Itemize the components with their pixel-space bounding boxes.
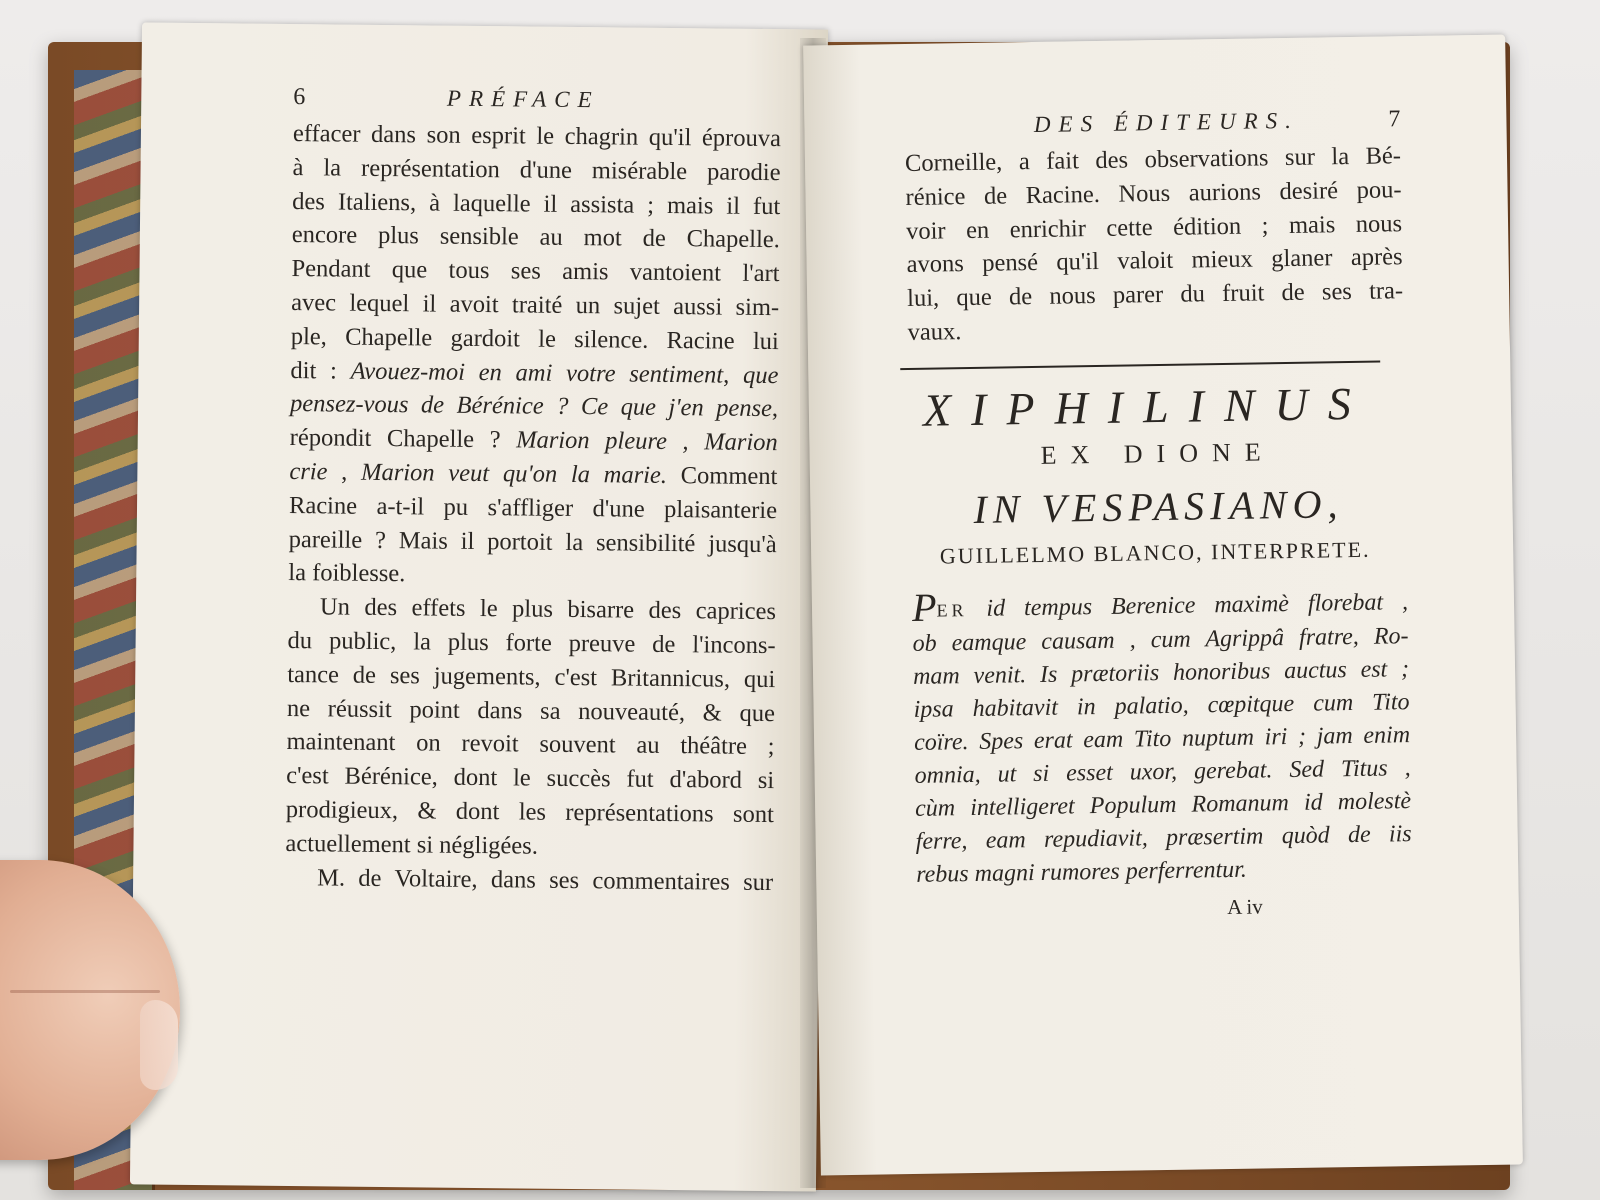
text-run: ,: [771, 395, 779, 423]
text-run: coïre. Spes erat eam Tito nuptum iri ; jam enim: [913, 721, 1411, 756]
right-running-title: DES ÉDITEURS.: [1033, 107, 1300, 137]
text-line: [285, 861, 773, 900]
text-run: Pendant que tous ses amis vantoient l'art: [291, 255, 780, 288]
text-run: ,: [723, 361, 744, 389]
section-title-in: IN VESPASIANO,: [973, 480, 1344, 532]
text-run: mam venit. Is prætoriis honoribus auctus est ;: [912, 655, 1410, 690]
text-run: Un des effets le plus bisarre des caprices: [319, 593, 777, 626]
text-run: rebus magni rumores perferrentur.: [916, 856, 1248, 888]
left-body-text: [285, 117, 781, 899]
right-body-text: [905, 139, 1404, 350]
text-line: [285, 827, 773, 866]
text-line: [293, 117, 781, 156]
italic-run: Marion pleure , Marion: [515, 426, 778, 457]
text-run: cùm intelligeret Populum Romanum id molestè: [914, 787, 1412, 822]
text-run: du public, la plus forte preuve de l'incons-: [287, 626, 776, 660]
text-run: ne réussit point dans sa nouveauté, & que: [286, 694, 776, 727]
text-line: [916, 851, 1412, 892]
running-head-spacer: [905, 133, 945, 134]
text-line: [289, 523, 777, 562]
text-run: actuellement si négligées.: [285, 829, 539, 860]
text-line: [292, 151, 780, 190]
section-title: XIPHILINUS: [922, 377, 1372, 436]
text-run: tance de ses jugements, c'est Britannicus, qui: [287, 660, 776, 693]
section-subtitle: EX DIONE: [1040, 437, 1275, 470]
left-page: [130, 22, 828, 1191]
left-page-text: [285, 84, 781, 899]
right-page: [803, 35, 1523, 1176]
text-run: lui, que de nous parer du fruit de ses tra-: [906, 277, 1404, 313]
text-run: la foiblesse.: [288, 559, 406, 588]
text-run: avec lequel il avoit traité un sujet aussi sim-: [291, 289, 780, 322]
text-line: [291, 286, 779, 325]
text-line: [289, 489, 777, 528]
text-run: c'est Bérénice, dont le succès fut d'abord si: [286, 762, 775, 795]
text-line: [289, 455, 777, 494]
section-rule: [900, 360, 1380, 370]
text-run: id tempus Berenice maximè florebat ,: [967, 588, 1409, 622]
text-run: omnia, ut si esset uxor, gerebat. Sed Titus ,: [914, 754, 1411, 789]
right-folio: 7: [1388, 106, 1401, 133]
section-interpreter: GUILLELMO BLANCO, INTERPRETE.: [939, 536, 1371, 569]
drop-cap: P: [911, 584, 937, 630]
text-line: [290, 387, 778, 426]
thumb-crease: [10, 990, 160, 993]
text-run: rénice de Racine. Nous aurions desiré pou-: [905, 176, 1402, 211]
text-run: vaux.: [907, 318, 962, 346]
text-line: [286, 725, 774, 764]
italic-run: crie: [289, 457, 328, 486]
text-line: [291, 320, 779, 359]
text-line: [290, 354, 778, 393]
text-line: [286, 759, 774, 798]
text-run: effacer dans son esprit le chagrin qu'il éprouva: [292, 120, 782, 153]
text-run: Corneille, a fait des observations sur la Bé-: [904, 142, 1402, 177]
text-line: [292, 218, 780, 257]
text-line: [292, 185, 780, 224]
text-run: M. de Voltaire, dans ses commentaires sur: [317, 863, 774, 896]
text-line: [287, 692, 775, 731]
text-run: Comment: [666, 461, 778, 491]
text-run: voir en enrichir cette édition ; mais nous: [905, 209, 1403, 245]
signature-mark: A iv: [1226, 894, 1263, 919]
italic-run: Marion veut qu'on la marie.: [360, 458, 668, 489]
text-run: ple, Chapelle gardoit le silence. Racine lui: [290, 322, 779, 355]
text-run: ipsa habitavit in palatio, cœpitque cum Tito: [913, 688, 1410, 723]
text-run: des Italiens, à laquelle il assista ; mais il fut: [292, 187, 781, 220]
text-run: maintenant on revoit souvent au théâtre ;: [286, 728, 775, 761]
text-line: [291, 252, 779, 291]
italic-run: Avouez-moi en ami votre sentiment: [350, 357, 724, 389]
text-run: ferre, eam repudiavit, præsertim quòd de iis: [915, 820, 1412, 855]
right-page-text: [904, 106, 1413, 924]
right-running-head: [904, 106, 1400, 141]
left-running-head: [293, 84, 781, 116]
text-run: ob eamque causam , cum Agrippâ fratre, Ro-: [912, 622, 1409, 657]
text-run: à la représentation d'une misérable parodie: [292, 153, 781, 186]
text-line: [288, 590, 776, 629]
text-run: pareille ? Mais il portoit la sensibilité jusqu'à: [288, 525, 777, 558]
italic-run: que: [742, 361, 779, 389]
left-running-title: PRÉFACE: [446, 85, 600, 113]
text-run: dit :: [290, 356, 351, 385]
text-line: [290, 421, 778, 460]
text-line: [288, 556, 776, 595]
text-run: avons pensé qu'il valoit mieux glaner après: [906, 243, 1403, 279]
text-line: [286, 793, 774, 832]
text-line: [287, 658, 775, 697]
text-run: prodigieux, & dont les représentations sont: [285, 795, 774, 829]
text-run: encore plus sensible au mot de Chapelle.: [291, 221, 781, 254]
italic-run: pensez-vous de Bérénice ? Ce que j'en pense: [289, 390, 773, 423]
left-folio: 6: [293, 84, 306, 111]
text-run: Racine a-t-il pu s'affliger d'une plaisanterie: [288, 491, 778, 524]
text-run: répondit Chapelle ?: [289, 424, 517, 454]
thumb-nail: [140, 1000, 178, 1090]
text-line: [287, 624, 775, 663]
latin-text: [912, 586, 1413, 892]
drop-cap-rest: ER: [936, 599, 968, 621]
text-run: ,: [327, 458, 362, 486]
